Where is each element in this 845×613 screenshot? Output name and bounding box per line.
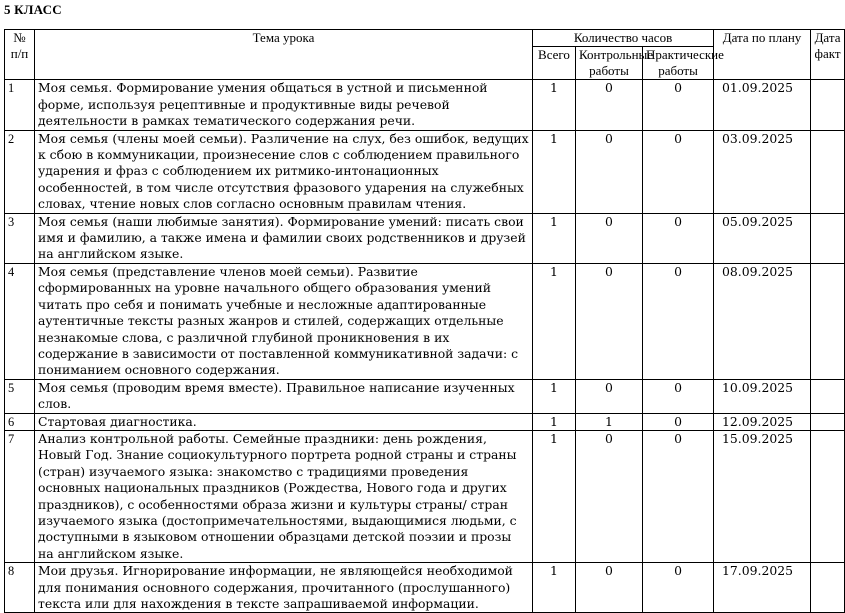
- lesson-plan-table: [4, 29, 845, 613]
- row-total-hours: 1: [533, 563, 576, 613]
- row-control-works: 0: [576, 80, 643, 130]
- header-total: Всего: [533, 47, 576, 80]
- row-date-fact: [811, 130, 845, 213]
- row-number: 3: [5, 213, 35, 263]
- row-control-works: 0: [576, 563, 643, 613]
- row-date-fact: [811, 430, 845, 562]
- row-topic: Анализ контрольной работы. Семейные праздники: день рождения, Новый Год. Знание социокультурного портрета родной страны и страны (стран) изучаемого языка: знакомство с традициями проведения основных национальных праздников (Рождества, Нового года и других праздников), с особенностями образа жизни и культуры страны/ стран изучаемого языка (достопримечательностями, выдающимися людьми, с доступными в языковом отношении образцами детской поэзии и прозы на английском языке.: [35, 430, 533, 562]
- row-date-plan: 17.09.2025: [714, 563, 811, 613]
- row-date-fact: [811, 80, 845, 130]
- row-date-plan: 15.09.2025: [714, 430, 811, 562]
- row-number: 8: [5, 563, 35, 613]
- row-topic: Моя семья (члены моей семьи). Различение на слух, без ошибок, ведущих к сбою в коммуникации, произнесение слов с соблюдением правильного ударения и фраз с соблюдением их ритмико-интонационных особенностей, в том числе отсутствия фразового ударения на служебных словах, чтение новых слов согласно основным правилам чтения.: [35, 130, 533, 213]
- table-row: [5, 379, 845, 413]
- row-control-works: 0: [576, 213, 643, 263]
- row-number: 5: [5, 379, 35, 413]
- row-control-works: 0: [576, 430, 643, 562]
- table-row: [5, 130, 845, 213]
- row-total-hours: 1: [533, 430, 576, 562]
- row-date-plan: 12.09.2025: [714, 413, 811, 430]
- header-number: № п/п: [5, 30, 35, 80]
- table-header-row: [5, 30, 845, 47]
- row-number: 1: [5, 80, 35, 130]
- table-row: [5, 413, 845, 430]
- row-total-hours: 1: [533, 213, 576, 263]
- header-date-plan: Дата по плану: [714, 30, 811, 80]
- row-date-fact: [811, 263, 845, 379]
- row-date-fact: [811, 413, 845, 430]
- row-topic: Моя семья (наши любимые занятия). Формирование умений: писать свои имя и фамилию, а также имена и фамилии своих родственников и друзей на английском языке.: [35, 213, 533, 263]
- row-practical-works: 0: [643, 130, 714, 213]
- row-number: 4: [5, 263, 35, 379]
- row-total-hours: 1: [533, 413, 576, 430]
- row-topic: Моя семья. Формирование умения общаться в устной и письменной форме, используя рецептивные и продуктивные виды речевой деятельности в рамках тематического содержания речи.: [35, 80, 533, 130]
- row-date-fact: [811, 563, 845, 613]
- row-date-plan: 08.09.2025: [714, 263, 811, 379]
- row-date-plan: 05.09.2025: [714, 213, 811, 263]
- header-control: Контрольные работы: [576, 47, 643, 80]
- row-number: 6: [5, 413, 35, 430]
- row-date-plan: 03.09.2025: [714, 130, 811, 213]
- row-date-plan: 01.09.2025: [714, 80, 811, 130]
- header-hours: Количество часов: [533, 30, 714, 47]
- row-date-fact: [811, 213, 845, 263]
- row-number: 7: [5, 430, 35, 562]
- row-practical-works: 0: [643, 263, 714, 379]
- row-practical-works: 0: [643, 413, 714, 430]
- row-date-fact: [811, 379, 845, 413]
- header-topic: Тема урока: [35, 30, 533, 80]
- row-control-works: 1: [576, 413, 643, 430]
- row-practical-works: 0: [643, 563, 714, 613]
- table-row: [5, 430, 845, 562]
- table-row: [5, 213, 845, 263]
- header-date-fact: Дата факт: [811, 30, 845, 80]
- section-heading: 5 КЛАСС: [4, 2, 62, 17]
- row-total-hours: 1: [533, 130, 576, 213]
- row-topic: Стартовая диагностика.: [35, 413, 533, 430]
- row-total-hours: 1: [533, 379, 576, 413]
- row-practical-works: 0: [643, 379, 714, 413]
- row-practical-works: 0: [643, 213, 714, 263]
- row-control-works: 0: [576, 379, 643, 413]
- row-practical-works: 0: [643, 80, 714, 130]
- table-row: [5, 80, 845, 130]
- row-total-hours: 1: [533, 263, 576, 379]
- table-row: [5, 563, 845, 613]
- table-row: [5, 263, 845, 379]
- row-practical-works: 0: [643, 430, 714, 562]
- row-topic: Мои друзья. Игнорирование информации, не являющейся необходимой для понимания основного содержания, прочитанного (прослушанного) текста или для нахождения в тексте запрашиваемой информации.: [35, 563, 533, 613]
- row-control-works: 0: [576, 263, 643, 379]
- header-practical: Практические работы: [643, 47, 714, 80]
- row-number: 2: [5, 130, 35, 213]
- row-date-plan: 10.09.2025: [714, 379, 811, 413]
- row-topic: Моя семья (представление членов моей семьи). Развитие сформированных на уровне начального общего образования умений читать про себя и понимать учебные и несложные адаптированные аутентичные тексты разных жанров и стилей, содержащих отдельные незнакомые слова, с различной глубиной проникновения в их содержание в зависимости от поставленной коммуникативной задачи: с пониманием основного содержания.: [35, 263, 533, 379]
- row-control-works: 0: [576, 130, 643, 213]
- row-topic: Моя семья (проводим время вместе). Правильное написание изученных слов.: [35, 379, 533, 413]
- row-total-hours: 1: [533, 80, 576, 130]
